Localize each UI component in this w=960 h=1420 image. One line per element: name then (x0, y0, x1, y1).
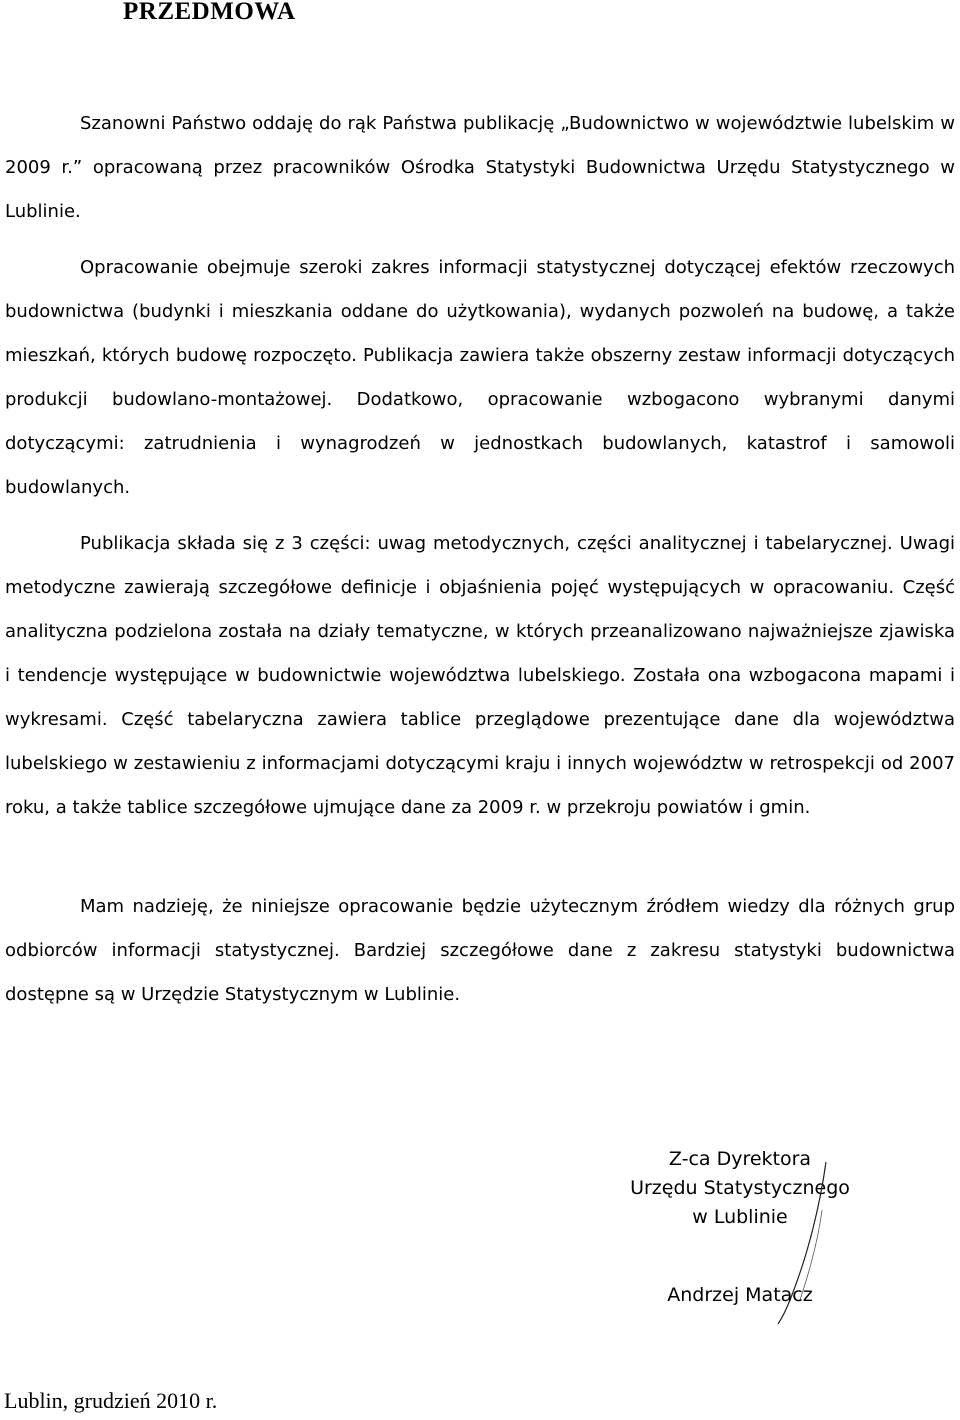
page-title: PRZEDMOWA (123, 0, 296, 25)
paragraph-structure: Publikacja składa się z 3 części: uwag metodycznych, części analitycznej i tabelarycznej. Uwagi metodyczne zawierają szczegółowe definicje i objaśnienia pojęć występujących w opracowaniu. Część analityczna podzielona została na działy tematyczne, w których przeanalizowano najważniejsze zjawiska i tendencje występujące w budownictwie województwa lubelskiego. Została ona wzbogacona mapami i wykresami. Część tabelaryczna zawiera tablice przeglądowe prezentujące dane dla województwa lubelskiego w zestawieniu z informacjami dotyczącymi kraju i innych województw w retrospekcji od 2007 roku, a także tablice szczegółowe ujmujące dane za 2009 r. w przekroju powiatów i gmin. (5, 533, 955, 818)
signature-line-1: Z-ca Dyrektora (668, 1148, 812, 1170)
signatory-name: Andrzej Matacz (667, 1284, 813, 1306)
place-date: Lublin, grudzień 2010 r. (4, 1388, 218, 1413)
paragraph-scope: Opracowanie obejmuje szeroki zakres informacji statystycznej dotyczącej efektów rzeczowych budownictwa (budynki i mieszkania oddane do użytkowania), wydanych pozwoleń na budowę, a także mieszkań, których budowę rozpoczęto. Publikacja zawiera także obszerny zestaw informacji dotyczących produkcji budowlano-montażowej. Dodatkowo, opracowanie wzbogacono wybranymi danymi dotyczącymi: zatrudnienia i wynagrodzeń w jednostkach budowlanych, katastrof i samowoli budowlanych. (5, 257, 955, 498)
paragraph-intro: Szanowni Państwo oddaję do rąk Państwa publikację „Budownictwo w województwie lubelskim w 2009 r.” opracowaną przez pracowników Ośrodka Statystyki Budownictwa Urzędu Statystycznego w Lublinie. (5, 113, 955, 222)
signature-line-2: Urzędu Statystycznego (630, 1177, 850, 1199)
signature-line-3: w Lublinie (692, 1206, 788, 1228)
paragraph-closing: Mam nadzieję, że niniejsze opracowanie będzie użytecznym źródłem wiedzy dla różnych grup odbiorców informacji statystycznej. Bardziej szczegółowe dane z zakresu statystyki budownictwa dostępne są w Urzędzie Statystycznym w Lublinie. (5, 896, 955, 1005)
